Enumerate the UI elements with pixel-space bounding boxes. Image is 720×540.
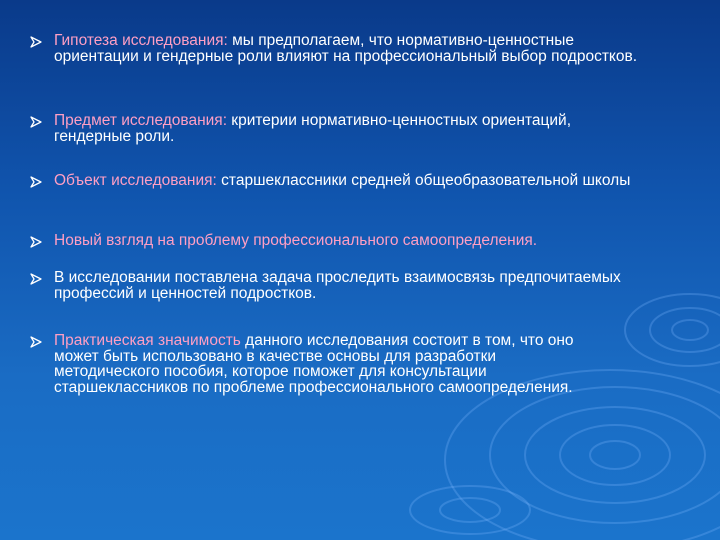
bullet-item-object [30, 173, 650, 189]
bullet-text: В исследовании поставлена задача проследить взаимосвязь предпочитаемых профессий и ценностей подростков. [54, 269, 621, 302]
bullet-text: старшеклассники средней общеобразовательной школы [216, 172, 631, 189]
bullet-highlight: Гипотеза исследования: [54, 32, 228, 49]
bullet-highlight: Объект исследования: [54, 172, 217, 189]
bullet-item-significance [30, 333, 650, 395]
bullet-text: данного исследования состоит в том, что оно может быть использовано в качестве основы для разработки методического пособия, которое поможет для консультации старшеклассников по проблеме профессионального самоопределения. [54, 332, 574, 396]
bullet-item-new-view [30, 233, 650, 249]
bullet-text: мы предполагаем, что нормативно-ценностные ориентации и гендерные роли влияют на профессиональный выбор подростков. [54, 32, 638, 65]
bullet-highlight: Предмет исследования: [54, 112, 227, 129]
bullet-highlight: Новый взгляд на проблему профессионального самоопределения. [54, 232, 538, 249]
bullet-item-hypothesis [30, 33, 650, 64]
bullet-item-subject [30, 113, 650, 144]
bullet-item-task [30, 270, 650, 301]
arrowhead-bullet-icon [30, 336, 42, 348]
bullet-highlight: Практическая значимость [54, 332, 241, 349]
arrowhead-bullet-icon [30, 236, 42, 248]
bullet-text: критерии нормативно-ценностных ориентаций, гендерные роли. [54, 112, 572, 145]
arrowhead-bullet-icon [30, 176, 42, 188]
arrowhead-bullet-icon [30, 36, 42, 48]
arrowhead-bullet-icon [30, 116, 42, 128]
arrowhead-bullet-icon [30, 273, 42, 285]
